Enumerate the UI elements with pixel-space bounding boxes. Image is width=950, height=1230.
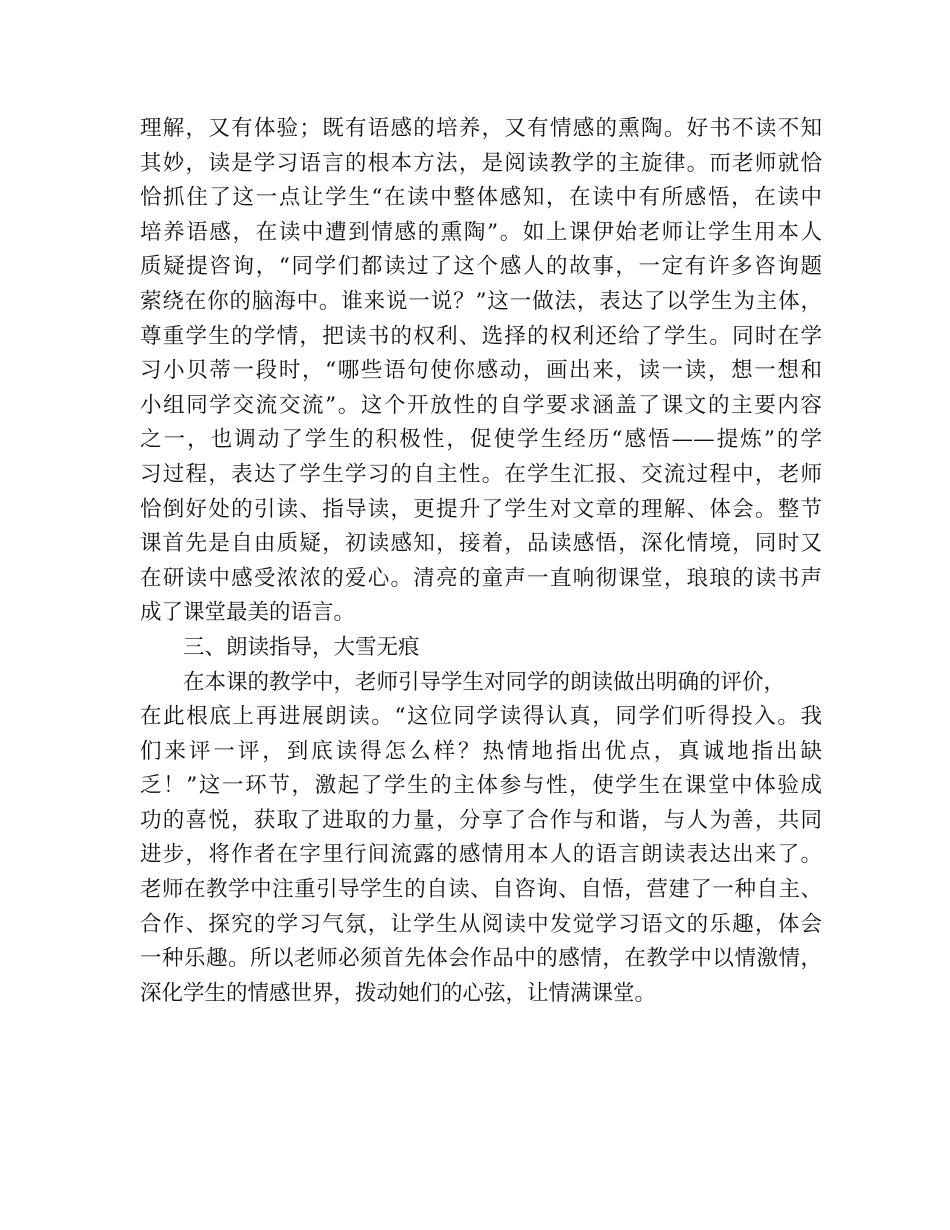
text-line: 功的喜悦，获取了进取的力量，分享了合作与和谐，与人为善，共同 (140, 807, 822, 833)
text-line: 之一，也调动了学生的积极性，促使学生经历“感悟——提炼”的学 (140, 427, 822, 453)
text-line: 老师在教学中注重引导学生的自读、自咨询、自悟，营建了一种自主、 (140, 877, 822, 903)
text-line: 萦绕在你的脑海中。谁来说一说？”这一做法，表达了以学生为主体， (140, 288, 822, 314)
text-line: 其妙，读是学习语言的根本方法，是阅读教学的主旋律。而老师就恰 (140, 150, 822, 176)
text-line: 深化学生的情感世界，拨动她们的心弦，让情满课堂。 (140, 980, 657, 1006)
text-line: 们来评一评，到底读得怎么样？热情地指出优点，真诚地指出缺 (140, 738, 822, 764)
text-line: 习过程，表达了学生学习的自主性。在学生汇报、交流过程中，老师 (140, 461, 822, 487)
paragraph-first-line: 在本课的教学中，老师引导学生对同学的朗读做出明确的评价， (183, 669, 786, 695)
text-line: 成了课堂最美的语言。 (140, 600, 356, 626)
text-line: 在研读中感受浓浓的爱心。清亮的童声一直响彻课堂，琅琅的读书声 (140, 565, 822, 591)
text-line: 进步，将作者在字里行间流露的感情用本人的语言朗读表达出来了。 (140, 842, 822, 868)
text-line: 课首先是自由质疑，初读感知，接着，品读感悟，深化情境，同时又 (140, 531, 822, 557)
text-line: 在此根底上再进展朗读。“这位同学读得认真，同学们听得投入。我 (140, 704, 822, 730)
text-line: 培养语感，在读中遭到情感的熏陶”。如上课伊始老师让学生用本人 (140, 219, 822, 245)
section-heading: 三、朗读指导，大雪无痕 (183, 634, 420, 660)
text-line: 恰抓住了这一点让学生“在读中整体感知，在读中有所感悟，在读中 (140, 185, 822, 211)
text-line: 小组同学交流交流”。这个开放性的自学要求涵盖了课文的主要内容 (140, 392, 822, 418)
text-line: 合作、探究的学习气氛，让学生从阅读中发觉学习语文的乐趣，体会 (140, 911, 822, 937)
text-line: 习小贝蒂一段时，“哪些语句使你感动，画出来，读一读，想一想和 (140, 358, 822, 384)
text-line: 恰倒好处的引读、指导读，更提升了学生对文章的理解、体会。整节 (140, 496, 822, 522)
document-body (140, 112, 822, 1011)
text-line: 乏！”这一环节，激起了学生的主体参与性，使学生在课堂中体验成 (140, 773, 822, 799)
text-line: 尊重学生的学情，把读书的权利、选择的权利还给了学生。同时在学 (140, 323, 822, 349)
text-line: 质疑提咨询，“同学们都读过了这个感人的故事，一定有许多咨询题 (140, 254, 822, 280)
text-line: 理解，又有体验；既有语感的培养，又有情感的熏陶。好书不读不知 (140, 116, 822, 141)
text-line: 一种乐趣。所以老师必须首先体会作品中的感情，在教学中以情激情， (140, 946, 822, 972)
